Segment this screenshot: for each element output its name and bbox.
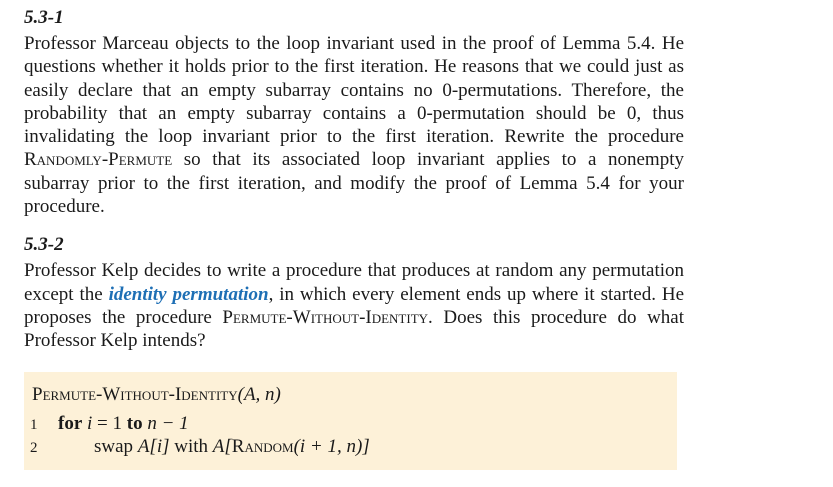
pseudocode-line-2 (30, 436, 370, 459)
swap-text: swap (94, 436, 134, 457)
exercise-5-3-2-text (24, 259, 684, 352)
pseudocode-header (32, 384, 281, 406)
textbook-page (24, 0, 684, 353)
exercise-5-3-2-text-middle: , in which every element ends up where it started. He proposes the procedure (24, 283, 685, 328)
pseudocode-line-1 (30, 413, 189, 436)
line-number: 1 (30, 417, 38, 433)
loop-start: 1 (112, 413, 123, 434)
random-args: (i + 1, n)] (293, 436, 370, 457)
with-text: with (174, 436, 209, 457)
equals-sign: = (97, 413, 108, 434)
term-identity-permutation[interactable]: identity permutation (108, 283, 269, 305)
keyword-to: to (126, 413, 143, 434)
exercise-5-3-2-text-start: Professor Kelp decides to write a procedure that produces at random any permutation except the (24, 260, 684, 305)
exercise-5-3-2-text-end: . Does this procedure do what Professor Kelp intends? (24, 306, 685, 352)
pseudocode-params: (A, n) (237, 384, 281, 405)
exercise-number-5-3-2: 5.3-2 (24, 234, 64, 256)
swap-lhs: A[i] (137, 436, 170, 457)
pseudocode-procedure-name: Permute-Without-Identity (32, 384, 238, 405)
loop-end: n − 1 (147, 413, 189, 434)
keyword-for: for (58, 413, 83, 434)
exercise-5-3-1-text (24, 32, 684, 218)
swap-rhs-array: A[ (212, 436, 232, 457)
loop-variable: i (87, 413, 93, 434)
random-function: Random (231, 436, 294, 457)
line-number: 2 (30, 440, 38, 456)
exercise-number-5-3-1: 5.3-1 (24, 7, 64, 28)
procedure-name-permute-without-identity: Permute-Without-Identity (222, 306, 429, 328)
procedure-name-randomly-permute: Randomly-Permute (24, 149, 173, 171)
pseudocode-box (24, 372, 677, 470)
exercise-5-3-1-text-start: Professor Marceau objects to the loop invariant used in the proof of Lemma 5.4. He questions whether it holds prior to the first iteration. He reasons that we could just as easily declare that an empty subarray contains no 0-permutations. Therefore, the probability that an empty subarray contains a 0-permutation should be 0, thus invalidating the loop invariant prior to the first iteration. Rewrite the procedure (24, 33, 684, 148)
exercise-5-3-1-text-end: so that its associated loop invariant applies to a nonempty subarray prior to the first iteration, and modify the proof of Lemma 5.4 for your procedure. (24, 149, 684, 218)
